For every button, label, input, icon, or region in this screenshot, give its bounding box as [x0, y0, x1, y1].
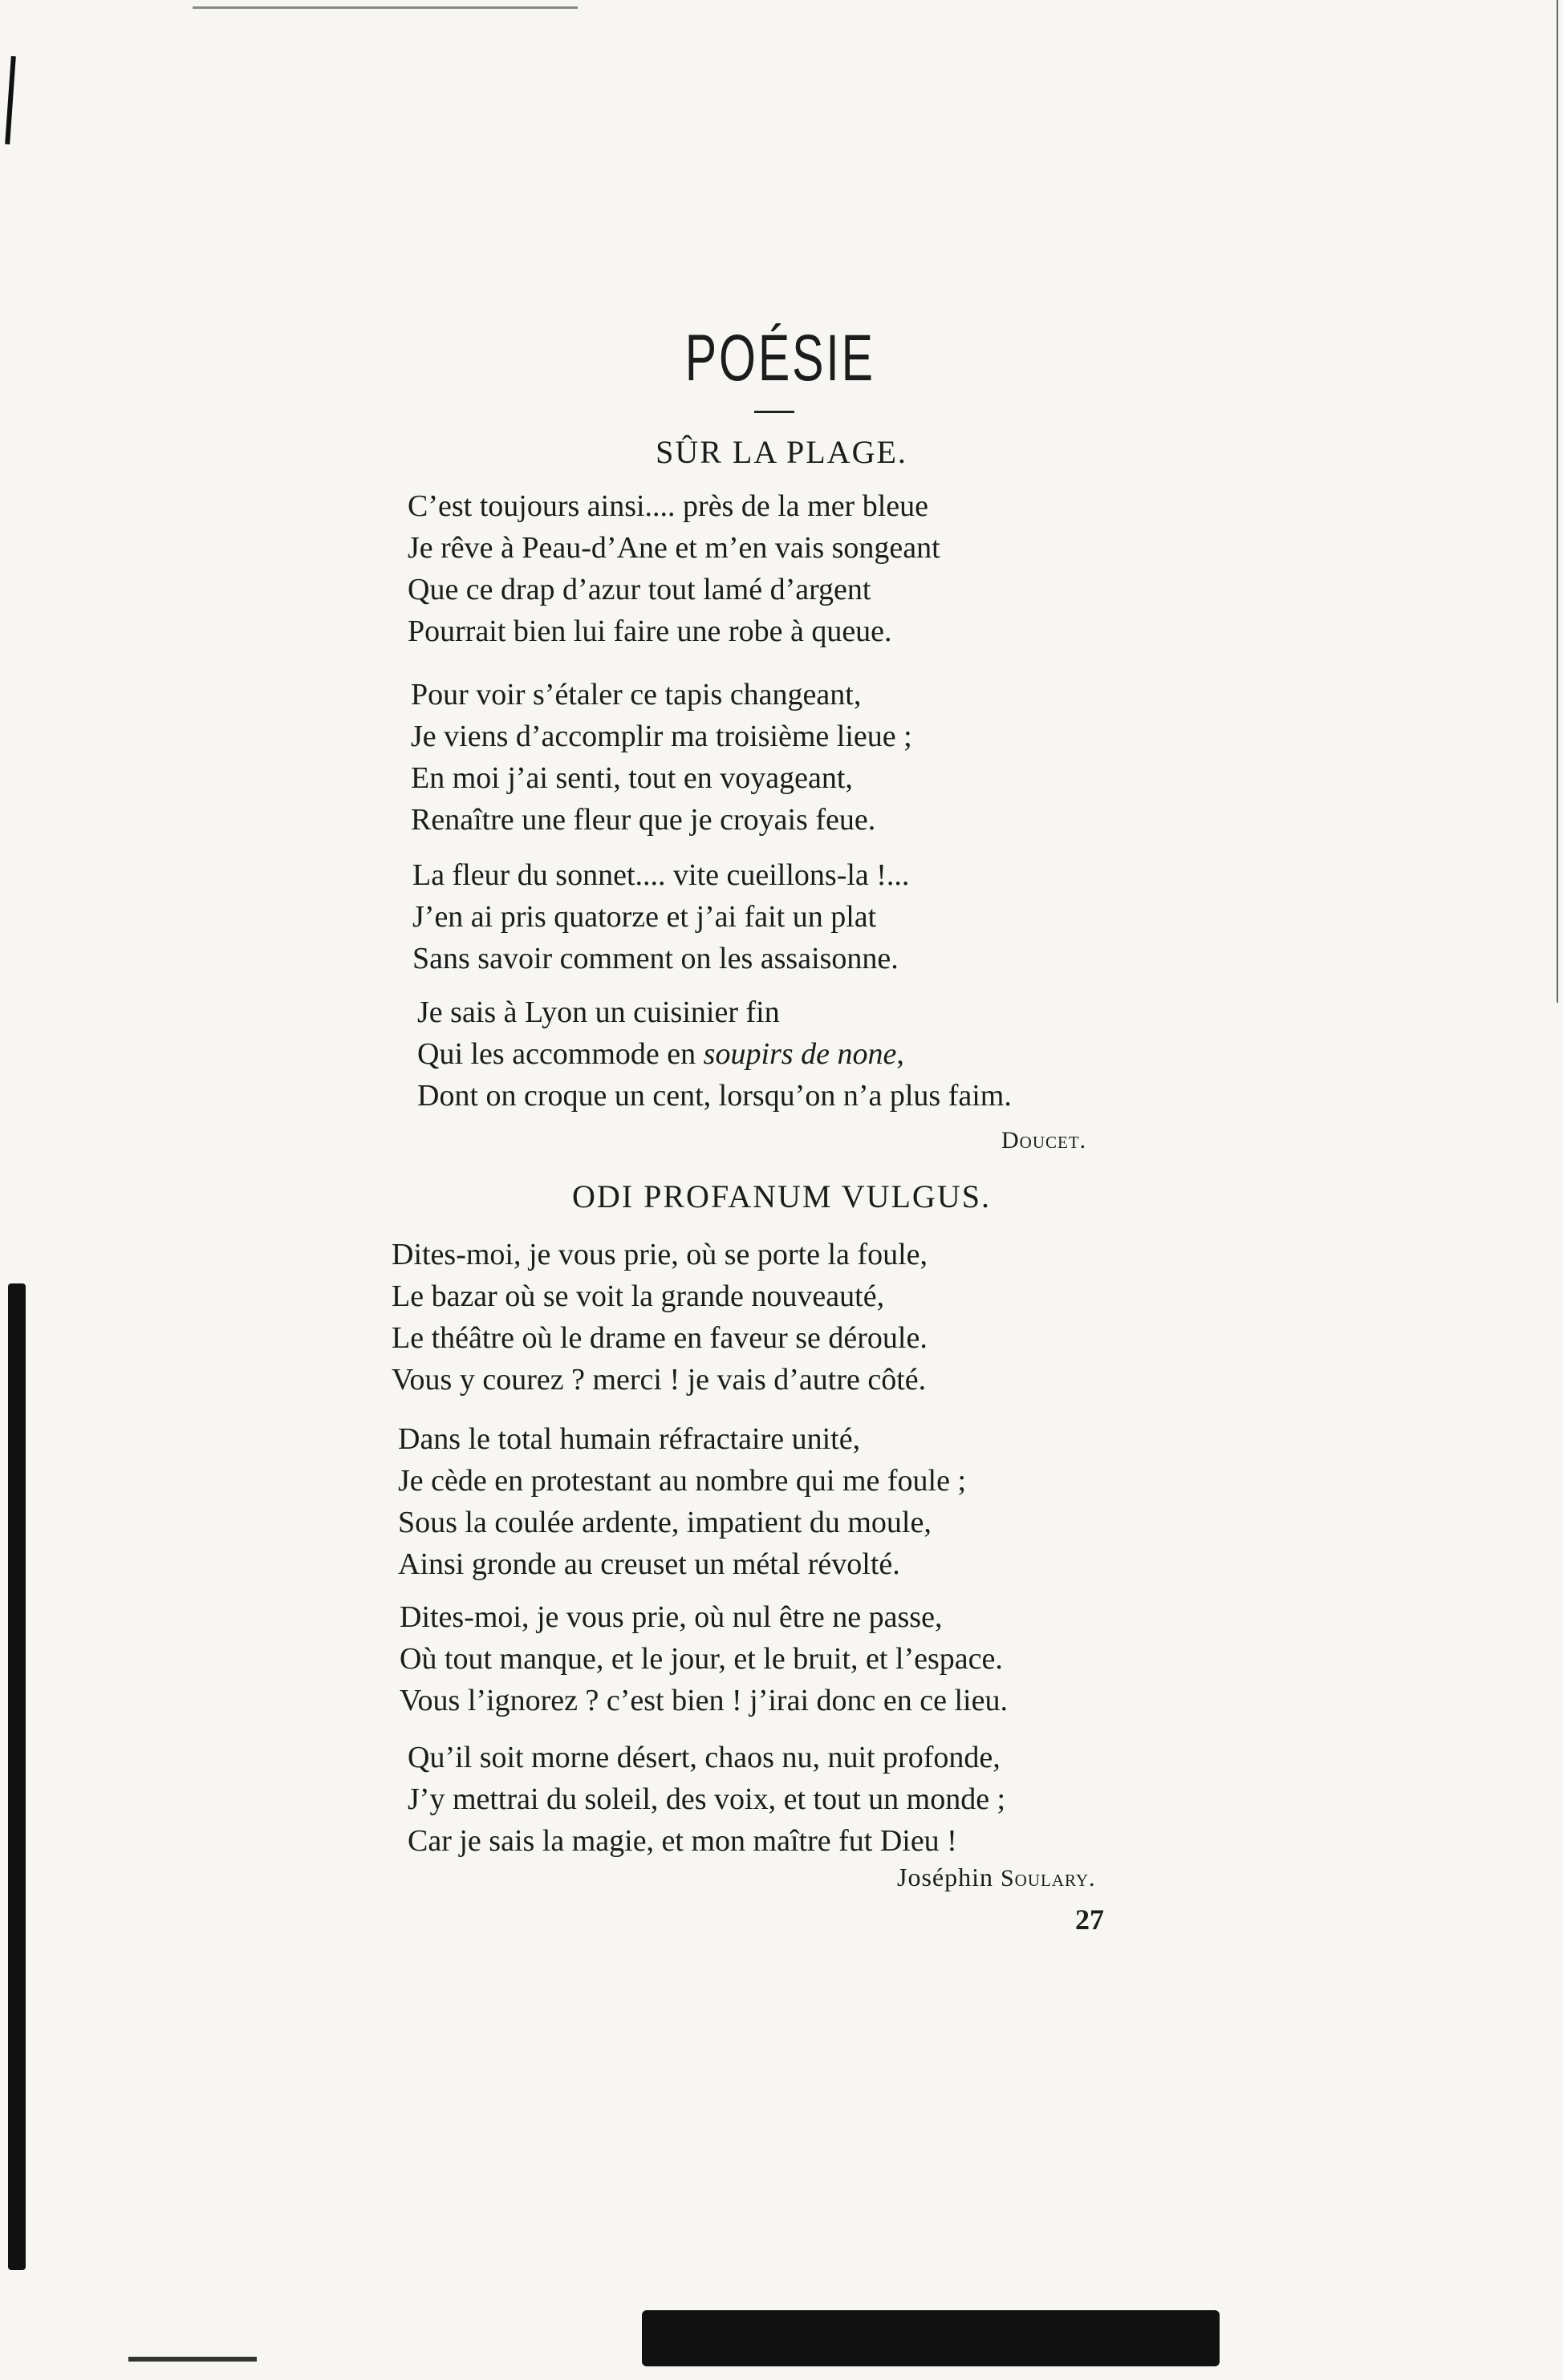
verse-line: Renaître une fleur que je croyais feue.	[411, 803, 876, 837]
verse-line: Vous y courez ? merci ! je vais d’autre côté.	[392, 1363, 927, 1397]
verse-line: Où tout manque, et le jour, et le bruit, et l’espace.	[400, 1642, 1003, 1676]
poem1-stanza-2	[411, 674, 912, 841]
poem2-stanza-4	[408, 1737, 1005, 1862]
verse-line: Car je sais la magie, et mon maître fut Dieu !	[408, 1824, 957, 1858]
poem1-stanza-4	[417, 991, 1012, 1117]
verse-line: Ainsi gronde au creuset un métal révolté.	[398, 1547, 900, 1581]
verse-line: Dans le total humain réfractaire unité,	[398, 1422, 861, 1456]
verse-line: Je sais à Lyon un cuisinier fin	[417, 995, 780, 1029]
verse-line: Qu’il soit morne désert, chaos nu, nuit profonde,	[408, 1741, 1001, 1774]
poem2-author	[897, 1863, 1096, 1892]
poem-title-1: SÛR LA PLAGE.	[656, 434, 907, 470]
poem1-author	[1001, 1125, 1086, 1154]
verse-line: C’est toujours ainsi.... près de la mer bleue	[408, 489, 929, 523]
verse-line: J’y mettrai du soleil, des voix, et tout un monde ;	[408, 1782, 1006, 1816]
verse-line: Sous la coulée ardente, impatient du moule,	[398, 1506, 932, 1539]
top-edge-smudge	[193, 6, 578, 9]
verse-line: Pourrait bien lui faire une robe à queue.	[408, 614, 892, 648]
verse-line: Je rêve à Peau-d’Ane et m’en vais songeant	[408, 531, 940, 565]
verse-line: J’en ai pris quatorze et j’ai fait un plat	[412, 900, 877, 934]
verse-line: Le bazar où se voit la grande nouveauté,	[392, 1279, 885, 1313]
verse-line: Dites-moi, je vous prie, où nul être ne passe,	[400, 1600, 943, 1634]
page-heading: POÉSIE	[684, 322, 875, 395]
verse-line: Je cède en protestant au nombre qui me foule ;	[398, 1464, 967, 1498]
poem1-stanza-3	[412, 854, 909, 979]
page-number: 27	[1075, 1904, 1104, 1936]
poem2-stanza-1	[392, 1234, 928, 1401]
italic-phrase: soupirs de none	[703, 1037, 897, 1071]
right-edge-line	[1557, 0, 1558, 1003]
bottom-left-smudge	[128, 2357, 257, 2362]
verse-line: Pour voir s’étaler ce tapis changeant,	[411, 678, 862, 712]
left-edge-mark-top	[5, 56, 16, 144]
verse-line: En moi j’ai senti, tout en voyageant,	[411, 761, 853, 795]
author-first-name: Joséphin	[897, 1863, 993, 1891]
verse-line: La fleur du sonnet.... vite cueillons-la !...	[412, 858, 910, 892]
left-edge-binding-shadow	[8, 1283, 26, 2270]
verse-line: Le théâtre où le drame en faveur se déroule.	[392, 1321, 928, 1355]
verse-text: Qui les accommode en	[417, 1037, 704, 1071]
verse-line: Vous l’ignorez ? c’est bien ! j’irai donc en ce lieu.	[400, 1684, 1008, 1717]
bottom-edge-shadow	[642, 2310, 1220, 2366]
verse-line: Sans savoir comment on les assaisonne.	[412, 942, 899, 975]
author-name: Doucet.	[1001, 1127, 1087, 1154]
verse-line: Dont on croque un cent, lorsqu’on n’a plus faim.	[417, 1079, 1012, 1113]
heading-rule	[754, 411, 794, 413]
poem1-stanza-1	[408, 485, 940, 652]
verse-line: Dites-moi, je vous prie, où se porte la foule,	[392, 1238, 928, 1271]
verse-line: Je viens d’accomplir ma troisième lieue ;	[411, 720, 912, 753]
verse-line	[417, 1033, 1012, 1075]
verse-text: ,	[896, 1037, 904, 1071]
author-last-name: Soulary.	[1001, 1865, 1096, 1891]
poem-title-2: ODI PROFANUM VULGUS.	[572, 1178, 991, 1214]
poem2-stanza-3	[400, 1596, 1008, 1721]
poem2-stanza-2	[398, 1418, 966, 1585]
verse-line: Que ce drap d’azur tout lamé d’argent	[408, 573, 871, 606]
